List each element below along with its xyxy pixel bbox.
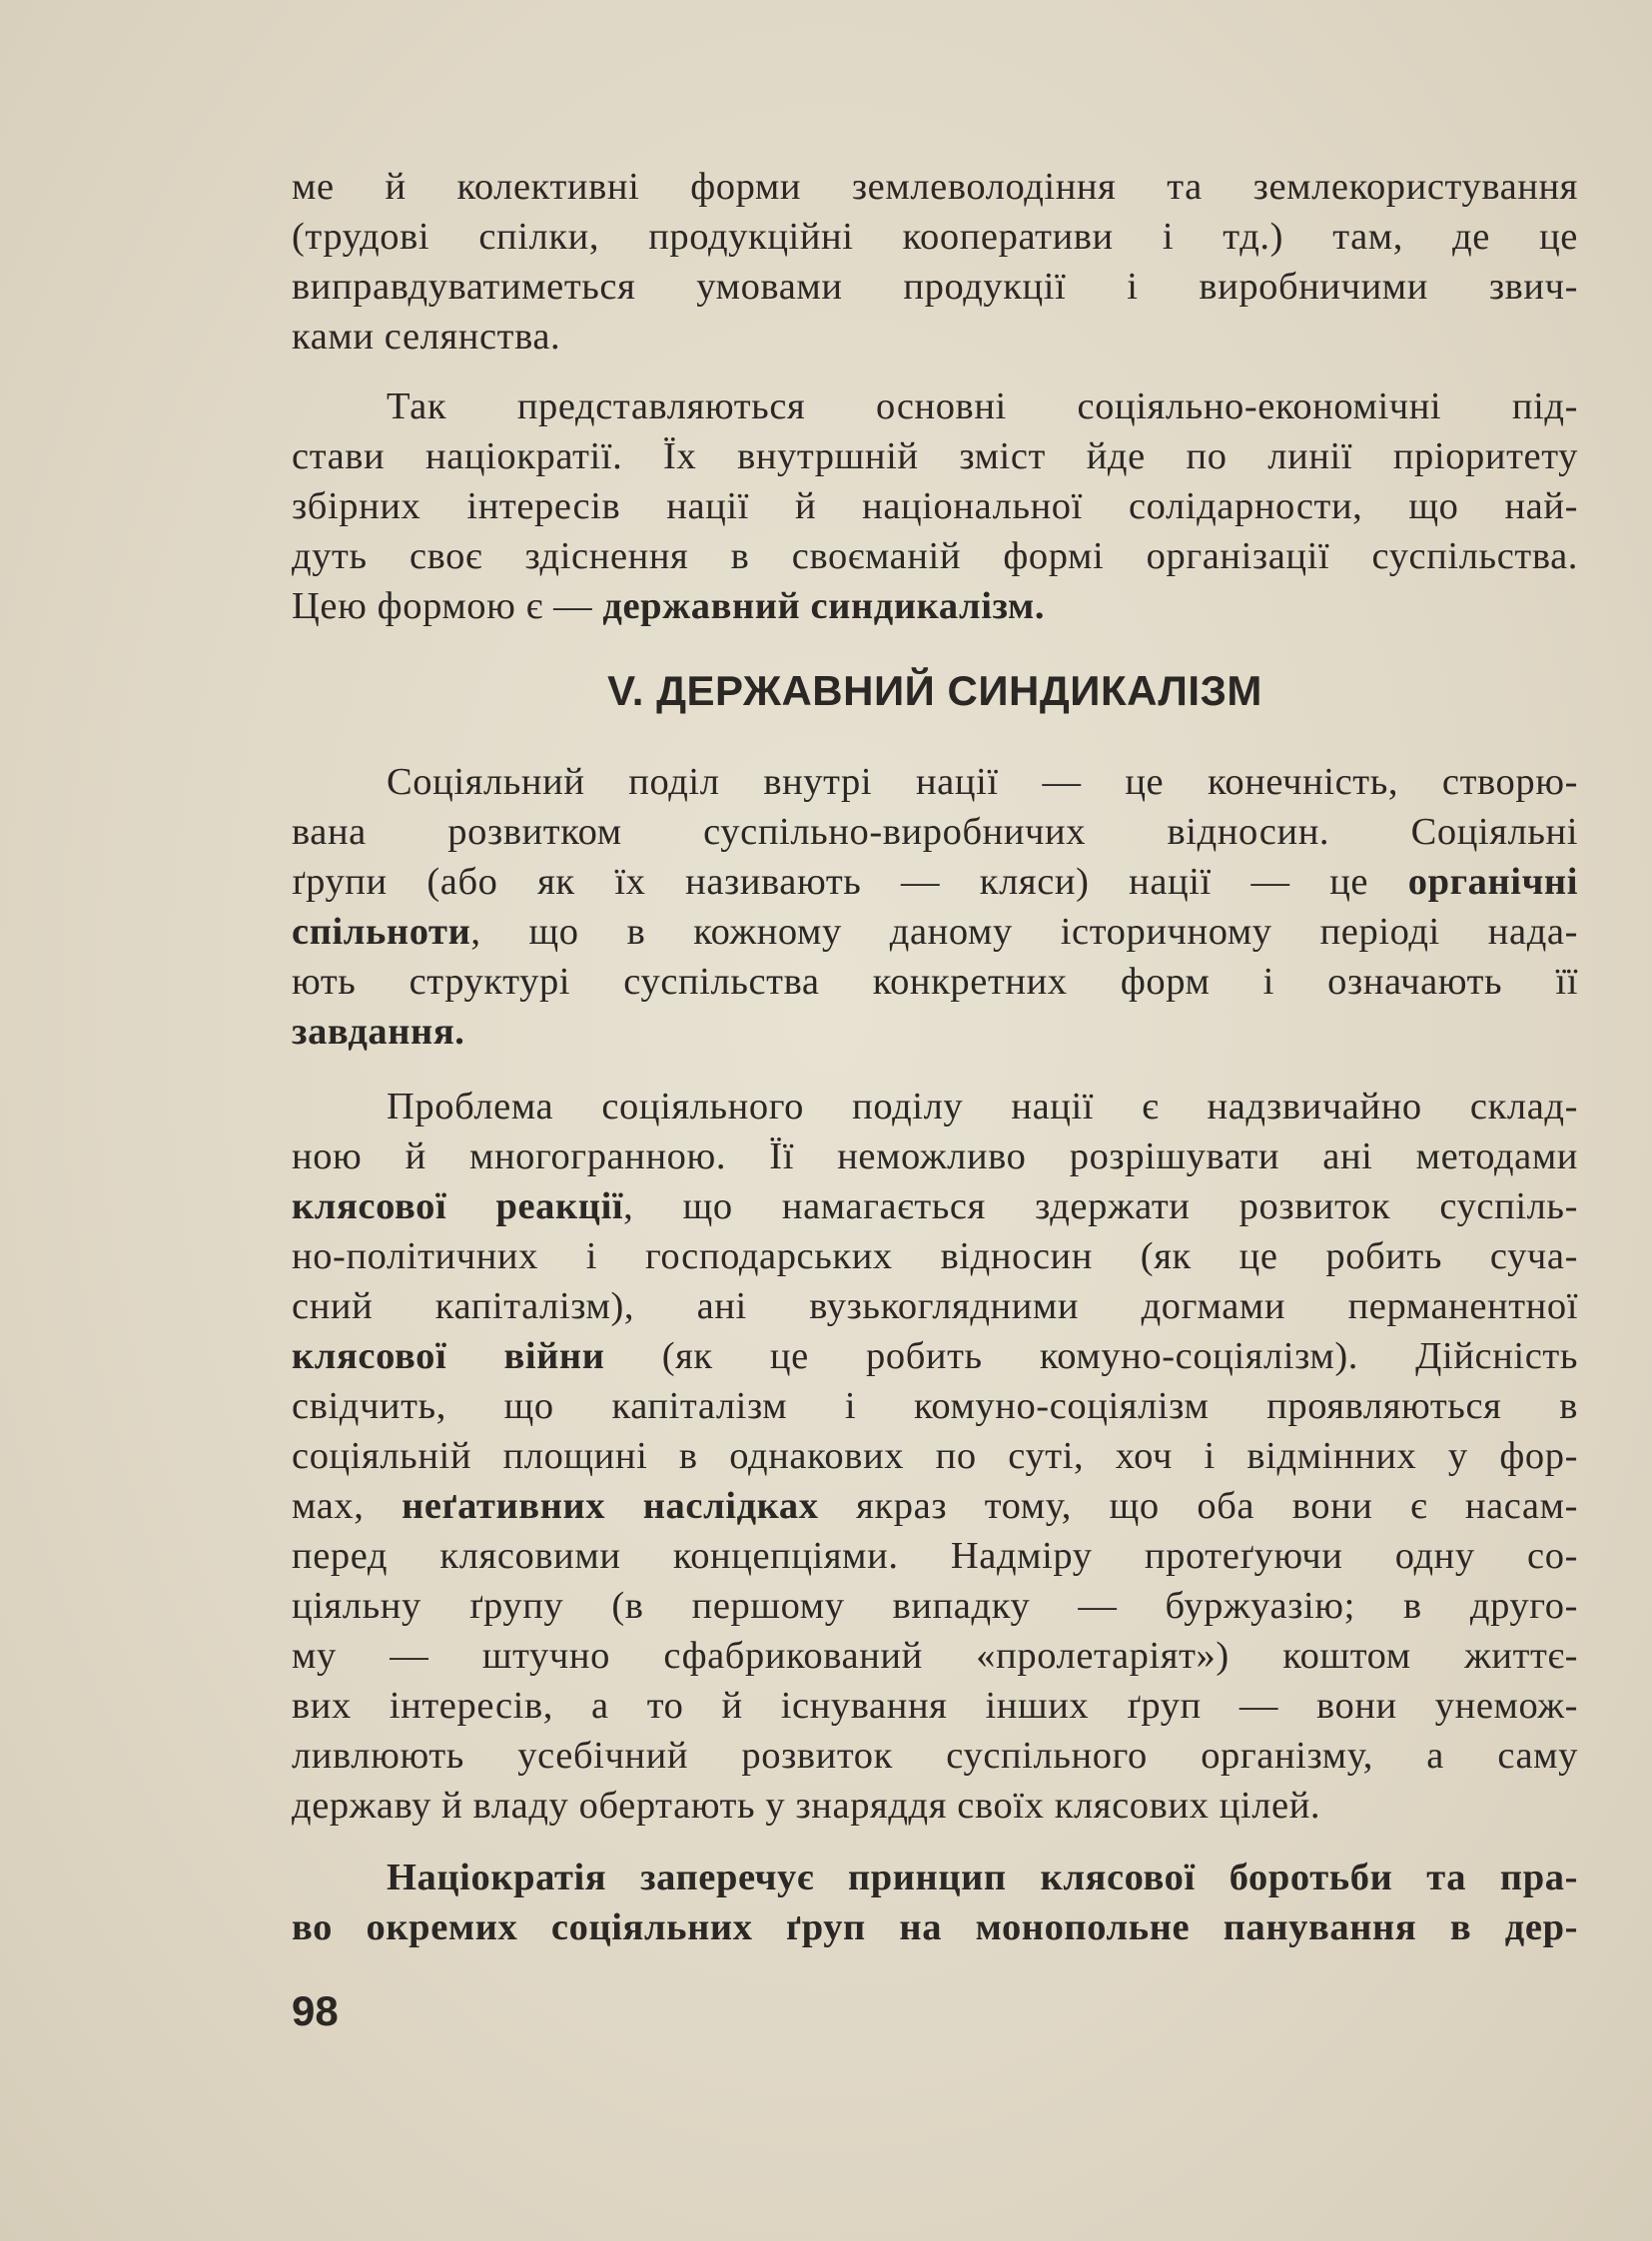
text-run: ґрупи (або як їх називають — кляси) нації — це <box>292 861 1408 903</box>
text-line: дуть своє здіснення в своєманій формі організації суспільства. <box>292 535 1578 577</box>
text-line: стави націократії. Їх внутршній зміст йде по линії пріоритету <box>292 435 1578 477</box>
emphasis-term: органічні <box>1407 861 1578 903</box>
text-line: свідчить, що капіталізм і комуно-соціялізм проявляються в <box>292 1385 1578 1427</box>
text-line: соціяльній площині в однакових по суті, хоч і відмінних у фор- <box>292 1435 1578 1477</box>
text-run: , що намагається здержати розвиток суспіль- <box>623 1185 1579 1227</box>
text-line <box>292 581 1578 631</box>
text-line <box>292 1481 1578 1531</box>
text-run: , що в кожному даному історичному періоді нада- <box>470 911 1578 953</box>
text-line: Проблема соціяльного поділу нації є надзвичайно склад- <box>387 1086 1578 1127</box>
paragraph-3 <box>292 757 1578 1057</box>
text-line: му — штучно сфабрикований «пролетаріят») коштом життє- <box>292 1635 1578 1677</box>
text-line: во окремих соціяльних ґруп на монопольне панування в дер- <box>292 1906 1578 1948</box>
emphasis-term: клясової реакції <box>292 1185 624 1227</box>
emphasis-term: державний синдикалізм. <box>602 585 1046 627</box>
text-line: но-політичних і господарських відносин (як це робить суча- <box>292 1235 1578 1277</box>
text-line <box>292 1007 1578 1057</box>
text-run: мах, <box>292 1485 403 1527</box>
text-line <box>292 1181 1578 1231</box>
text-line: вих інтересів, а то й існування інших ґруп — вони унемож- <box>292 1685 1578 1727</box>
text-line: сний капіталізм), ані вузькоглядними догмами перманентної <box>292 1285 1578 1327</box>
text-line: ною й многогранною. Її неможливо розрішувати ані методами <box>292 1135 1578 1177</box>
page-number: 98 <box>292 1987 339 2034</box>
paragraph-1 <box>292 162 1578 362</box>
text-line: виправдуватиметься умовами продукції і виробничими звич- <box>292 266 1578 308</box>
text-line: (трудові спілки, продукційні кооперативи і тд.) там, де це <box>292 216 1578 258</box>
emphasis-term: спільноти <box>292 911 471 953</box>
text-line: ціяльну ґрупу (в першому випадку — буржуазію; в друго- <box>292 1585 1578 1627</box>
text-line: державу й владу обертають у знаряддя своїх клясових цілей. <box>292 1785 1321 1827</box>
text-line <box>292 857 1578 907</box>
paragraph-5 <box>292 1853 1578 1952</box>
emphasis-term: завдання. <box>292 1011 465 1053</box>
text-line: збірних інтересів нації й національної солідарности, що най- <box>292 485 1578 527</box>
text-line: вана розвитком суспільно-виробничих відносин. Соціяльні <box>292 811 1578 853</box>
emphasis-term: неґативних наслідках <box>402 1485 819 1527</box>
paragraph-4 <box>292 1082 1578 1831</box>
text-line <box>292 907 1578 957</box>
text-line: ють структурі суспільства конкретних форм і означають її <box>292 961 1578 1003</box>
text-run: Цею формою є — <box>292 585 603 627</box>
emphasis-term: клясової війни <box>292 1335 605 1377</box>
section-heading: V. ДЕРЖАВНИЙ СИНДИКАЛІЗМ <box>607 667 1262 714</box>
text-line: ме й колективні форми землеволодіння та землекористування <box>292 166 1578 208</box>
text-line: ками селянства. <box>292 316 561 358</box>
paragraph-2 <box>292 381 1578 631</box>
text-run: (як це робить комуно-соціялізм). Дійсність <box>604 1335 1578 1377</box>
text-line <box>292 1331 1578 1381</box>
text-run: якраз тому, що оба вони є насам- <box>818 1485 1578 1527</box>
text-line: Так представляються основні соціяльно-економічні під- <box>387 385 1578 427</box>
text-line: Соціяльний поділ внутрі нації — це конечність, створю- <box>387 761 1578 803</box>
text-line: ливлюють усебічний розвиток суспільного організму, а саму <box>292 1735 1578 1777</box>
text-line: перед клясовими концепціями. Надміру протеґуючи одну со- <box>292 1535 1578 1577</box>
text-line: Націократія заперечує принцип клясової боротьби та пра- <box>387 1857 1578 1898</box>
